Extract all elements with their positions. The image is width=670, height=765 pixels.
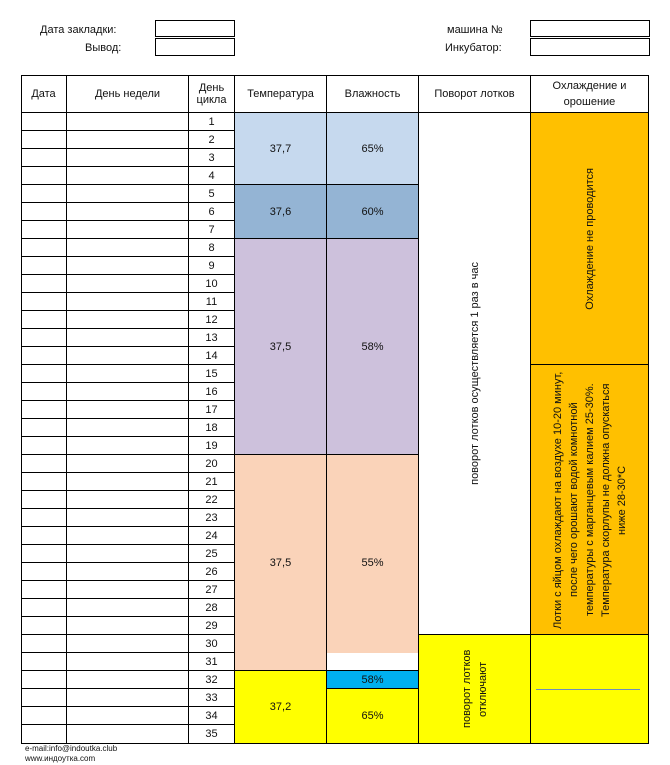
weekday-cell[interactable] [67, 149, 189, 167]
weekday-cell[interactable] [67, 329, 189, 347]
cycle-day-cell: 12 [189, 311, 235, 329]
date-cell[interactable] [21, 185, 67, 203]
cycle-day-cell: 33 [189, 689, 235, 707]
humidity-block-2: 60% [327, 185, 419, 239]
weekday-cell[interactable] [67, 185, 189, 203]
cycle-day-cell: 8 [189, 239, 235, 257]
date-cell[interactable] [21, 545, 67, 563]
cycle-day-cell: 22 [189, 491, 235, 509]
temperature-block-5: 37,2 [235, 671, 327, 744]
col-header-temperature: Температура [235, 75, 327, 113]
cycle-day-cell: 2 [189, 131, 235, 149]
exit-label: Вывод: [85, 42, 122, 54]
date-cell[interactable] [21, 599, 67, 617]
date-cell[interactable] [21, 509, 67, 527]
date-cell[interactable] [21, 311, 67, 329]
weekday-cell[interactable] [67, 509, 189, 527]
date-cell[interactable] [21, 257, 67, 275]
cycle-day-cell: 15 [189, 365, 235, 383]
date-cell[interactable] [21, 707, 67, 725]
cooling-spray [531, 365, 649, 635]
weekday-cell[interactable] [67, 293, 189, 311]
turning-main-text: поворот лотков осуществляется 1 раз в час [468, 262, 481, 485]
date-cell[interactable] [21, 347, 67, 365]
weekday-cell[interactable] [67, 383, 189, 401]
date-cell[interactable] [21, 203, 67, 221]
weekday-cell[interactable] [67, 275, 189, 293]
cycle-day-cell: 18 [189, 419, 235, 437]
turning-main [419, 113, 531, 635]
temperature-block-3: 37,5 [235, 239, 327, 455]
turning-end [419, 635, 531, 744]
cycle-day-cell: 6 [189, 203, 235, 221]
cycle-day-cell: 16 [189, 383, 235, 401]
cycle-day-cell: 5 [189, 185, 235, 203]
weekday-cell[interactable] [67, 203, 189, 221]
weekday-cell[interactable] [67, 113, 189, 131]
date-label: Дата закладки: [40, 24, 117, 36]
weekday-cell[interactable] [67, 689, 189, 707]
col-header-cycle-day: День цикла [189, 75, 235, 113]
cycle-day-cell: 30 [189, 635, 235, 653]
cycle-day-cell: 25 [189, 545, 235, 563]
date-cell[interactable] [21, 671, 67, 689]
weekday-cell[interactable] [67, 167, 189, 185]
weekday-cell[interactable] [67, 563, 189, 581]
weekday-cell[interactable] [67, 401, 189, 419]
date-cell[interactable] [21, 725, 67, 744]
incubator-label: Инкубатор: [445, 42, 502, 54]
humidity-block-blank [327, 653, 419, 671]
date-cell[interactable] [21, 329, 67, 347]
cycle-day-cell: 24 [189, 527, 235, 545]
cycle-day-cell: 35 [189, 725, 235, 744]
date-cell[interactable] [21, 455, 67, 473]
footer-site[interactable]: www.индоутка.com [25, 754, 96, 763]
cycle-day-cell: 17 [189, 401, 235, 419]
col-header-cooling: Охлаждение и орошение [531, 75, 649, 113]
cycle-day-cell: 34 [189, 707, 235, 725]
temperature-block-2: 37,6 [235, 185, 327, 239]
date-cell[interactable] [21, 473, 67, 491]
cycle-day-cell: 14 [189, 347, 235, 365]
footer-email[interactable]: e-mail:info@indoutka.club [25, 744, 118, 753]
machine-label: машина № [447, 24, 503, 36]
date-cell[interactable] [21, 383, 67, 401]
weekday-cell[interactable] [67, 581, 189, 599]
date-cell[interactable] [21, 221, 67, 239]
cooling-none [531, 113, 649, 365]
temperature-block-1: 37,7 [235, 113, 327, 185]
cycle-day-cell: 27 [189, 581, 235, 599]
humidity-block-1: 65% [327, 113, 419, 185]
exit-field[interactable] [155, 38, 235, 56]
date-cell[interactable] [21, 419, 67, 437]
cycle-day-cell: 20 [189, 455, 235, 473]
turning-end-text: поворот лотков отключают [460, 649, 489, 729]
weekday-cell[interactable] [67, 437, 189, 455]
date-cell[interactable] [21, 167, 67, 185]
date-field[interactable] [155, 20, 235, 37]
incubation-table [21, 75, 649, 744]
cycle-day-cell: 29 [189, 617, 235, 635]
cycle-day-cell: 21 [189, 473, 235, 491]
weekday-cell[interactable] [67, 131, 189, 149]
cycle-day-cell: 7 [189, 221, 235, 239]
date-cell[interactable] [21, 689, 67, 707]
weekday-cell[interactable] [67, 671, 189, 689]
cooling-end-line [536, 689, 640, 690]
cycle-day-cell: 10 [189, 275, 235, 293]
date-cell[interactable] [21, 113, 67, 131]
date-cell[interactable] [21, 239, 67, 257]
date-cell[interactable] [21, 401, 67, 419]
weekday-cell[interactable] [67, 473, 189, 491]
cooling-spray-text: Лотки с яйцом охлаждают на воздухе 10-20 минут, после чего орошают водой комнотной температуры с марганцевым калием 25-30%. Температура скорлупы не должна опускаться ниже 28-30*С [551, 370, 628, 629]
weekday-cell[interactable] [67, 419, 189, 437]
weekday-cell[interactable] [67, 365, 189, 383]
weekday-cell[interactable] [67, 347, 189, 365]
weekday-cell[interactable] [67, 257, 189, 275]
date-cell[interactable] [21, 149, 67, 167]
date-cell[interactable] [21, 131, 67, 149]
cycle-day-cell: 23 [189, 509, 235, 527]
weekday-cell[interactable] [67, 311, 189, 329]
cycle-day-cell: 11 [189, 293, 235, 311]
date-cell[interactable] [21, 365, 67, 383]
weekday-cell[interactable] [67, 239, 189, 257]
weekday-cell[interactable] [67, 455, 189, 473]
date-cell[interactable] [21, 563, 67, 581]
weekday-cell[interactable] [67, 725, 189, 744]
col-header-date: Дата [21, 75, 67, 113]
weekday-cell[interactable] [67, 599, 189, 617]
cycle-day-cell: 32 [189, 671, 235, 689]
cycle-day-cell: 28 [189, 599, 235, 617]
weekday-cell[interactable] [67, 635, 189, 653]
weekday-cell[interactable] [67, 221, 189, 239]
col-header-humidity: Влажность [327, 75, 419, 113]
date-cell[interactable] [21, 617, 67, 635]
cycle-day-cell: 4 [189, 167, 235, 185]
cycle-day-cell: 3 [189, 149, 235, 167]
cycle-day-cell: 1 [189, 113, 235, 131]
humidity-block-5: 58% [327, 671, 419, 689]
date-cell[interactable] [21, 491, 67, 509]
date-cell[interactable] [21, 581, 67, 599]
date-cell[interactable] [21, 635, 67, 653]
weekday-cell[interactable] [67, 491, 189, 509]
date-cell[interactable] [21, 293, 67, 311]
weekday-cell[interactable] [67, 617, 189, 635]
date-cell[interactable] [21, 653, 67, 671]
weekday-cell[interactable] [67, 653, 189, 671]
temperature-block-4: 37,5 [235, 455, 327, 671]
cycle-day-cell: 19 [189, 437, 235, 455]
humidity-block-4: 55% [327, 455, 419, 671]
cycle-day-cell: 13 [189, 329, 235, 347]
cooling-none-text: Охлаждение не проводится [583, 167, 596, 310]
weekday-cell[interactable] [67, 545, 189, 563]
machine-field[interactable] [530, 20, 650, 37]
cycle-day-cell: 31 [189, 653, 235, 671]
weekday-cell[interactable] [67, 527, 189, 545]
date-cell[interactable] [21, 527, 67, 545]
col-header-weekday: День недели [67, 75, 189, 113]
humidity-block-3: 58% [327, 239, 419, 455]
humidity-block-6: 65% [327, 689, 419, 744]
cooling-end [531, 635, 649, 744]
col-header-turning: Поворот лотков [419, 75, 531, 113]
incubator-field[interactable] [530, 38, 650, 56]
cycle-day-cell: 26 [189, 563, 235, 581]
date-cell[interactable] [21, 437, 67, 455]
cycle-day-cell: 9 [189, 257, 235, 275]
date-cell[interactable] [21, 275, 67, 293]
weekday-cell[interactable] [67, 707, 189, 725]
